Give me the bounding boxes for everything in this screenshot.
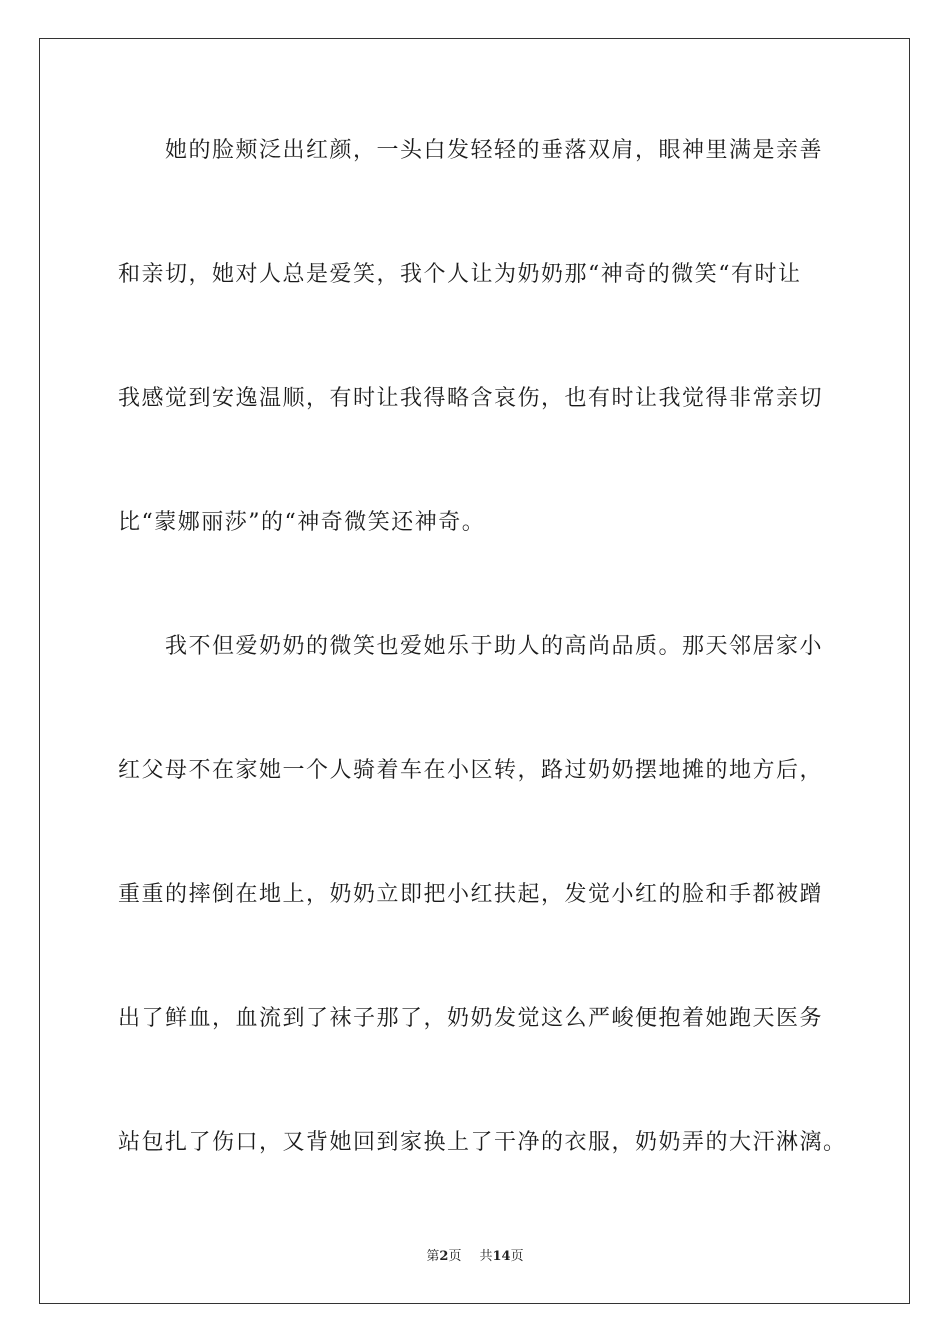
paragraph-2-line-1: 我不但爱奶奶的微笑也爱她乐于助人的高尚品质。那天邻居家小 bbox=[165, 634, 824, 659]
page-unit: 页 bbox=[448, 1249, 462, 1264]
page-footer bbox=[0, 1248, 950, 1266]
page-prefix: 第 bbox=[426, 1249, 440, 1264]
page-total: 14 bbox=[492, 1249, 511, 1264]
paragraph-1-line-1: 她的脸颊泛出红颜，一头白发轻轻的垂落双肩，眼神里满是亲善 bbox=[165, 138, 824, 163]
paragraph-1-line-2: 和亲切，她对人总是爱笑，我个人让为奶奶那“神奇的微笑“有时让 bbox=[118, 262, 802, 287]
paragraph-2-line-2: 红父母不在家她一个人骑着车在小区转，路过奶奶摆地摊的地方后， bbox=[118, 758, 824, 783]
paragraph-1-line-4: 比“蒙娜丽莎”的“神奇微笑还神奇。 bbox=[118, 510, 486, 535]
total-unit: 页 bbox=[510, 1249, 524, 1264]
page-frame bbox=[39, 38, 910, 1304]
paragraph-1-line-3: 我感觉到安逸温顺，有时让我得略含哀伤，也有时让我觉得非常亲切 bbox=[118, 386, 824, 411]
paragraph-2-line-3: 重重的摔倒在地上，奶奶立即把小红扶起，发觉小红的脸和手都被蹭 bbox=[118, 882, 824, 907]
total-prefix: 共 bbox=[479, 1249, 493, 1264]
paragraph-2-line-5: 站包扎了伤口，又背她回到家换上了干净的衣服，奶奶弄的大汗淋漓。 bbox=[118, 1130, 847, 1155]
page-current: 2 bbox=[439, 1249, 449, 1264]
paragraph-2-line-4: 出了鲜血，血流到了袜子那了，奶奶发觉这么严峻便抱着她跑天医务 bbox=[118, 1006, 824, 1031]
